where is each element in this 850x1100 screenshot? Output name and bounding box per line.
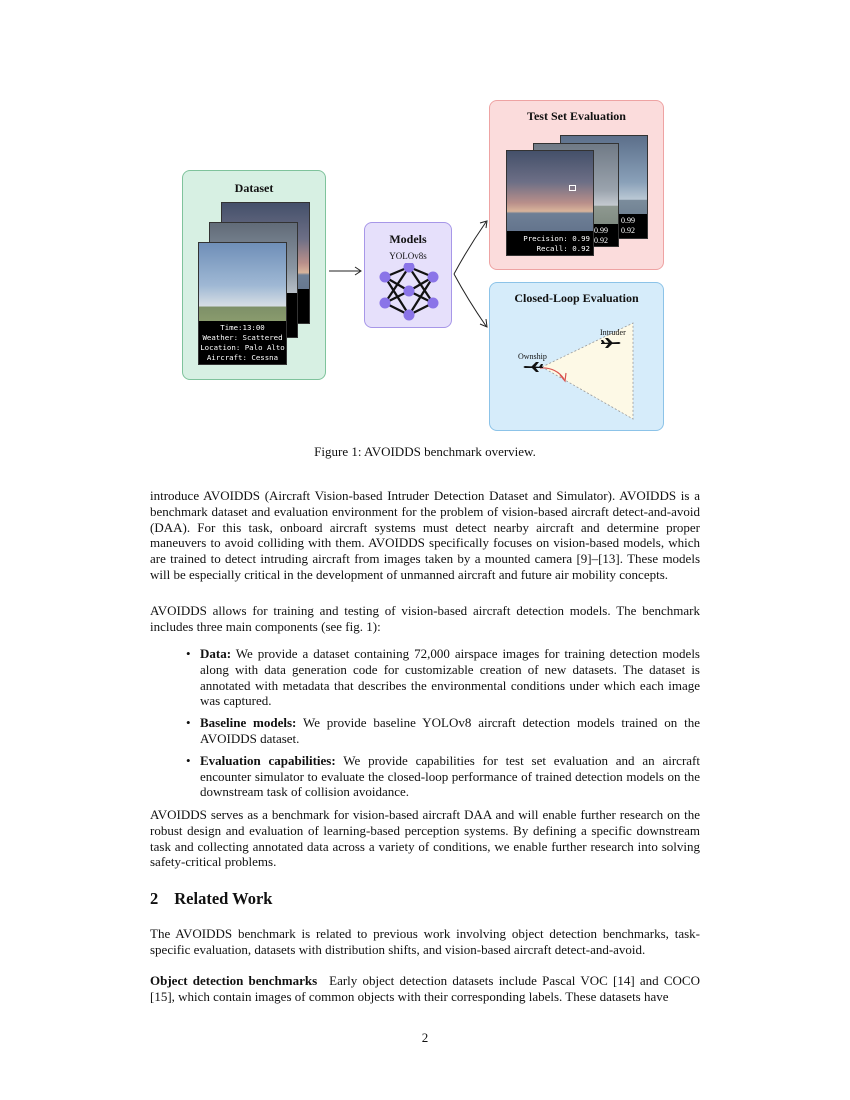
bullet-text: We provide baseline YOLOv8 aircraft detection models trained on the AVOIDDS dataset.: [200, 715, 700, 746]
list-item: [186, 715, 700, 747]
intruder-aircraft-icon: [600, 337, 622, 349]
encounter-diagram: [490, 283, 665, 432]
list-item: [186, 753, 700, 800]
test-evaluation-title: Test Set Evaluation: [527, 109, 626, 123]
bullet-term: Data:: [200, 646, 232, 661]
neural-network-icon: [377, 263, 441, 323]
dataset-image-front-label: Time:13:00 Weather: Scattered Location: Palo Alto Aircraft: Cessna: [199, 321, 286, 365]
conclusion-paragraph: AVOIDDS serves as a benchmark for vision-based aircraft DAA and will enable further research on the robust design and evaluation of learning-based perception systems. By defining a specific downstream task and collecting annotated data across a variety of conditions, we enable further research into solving safety-critical problems.: [150, 807, 700, 870]
components-paragraph: AVOIDDS allows for training and testing of vision-based aircraft detection models. The benchmark includes three main components (see fig. 1):: [150, 603, 700, 634]
list-item: [186, 646, 700, 709]
closed-loop-panel: [489, 282, 664, 431]
bullet-term: Evaluation capabilities:: [200, 752, 336, 768]
test-image-back-label: 0.99 0.92: [619, 214, 648, 239]
page-number: 2: [421, 1030, 429, 1045]
components-list: [186, 646, 700, 806]
bullet-icon: •: [186, 646, 191, 661]
ownship-aircraft-icon: [522, 361, 544, 373]
models-title: Models: [389, 232, 427, 246]
bullet-text: We provide capabilities for test set evaluation and an aircraft encounter simulator to evaluate the closed-loop performance of trained detection models on the downstream task of collision avoidance.: [200, 752, 700, 800]
models-subtitle: YOLOv8s: [389, 251, 427, 261]
dataset-image-front: [198, 242, 287, 365]
models-to-evaluation-arrows: [452, 218, 492, 330]
bullet-icon: •: [186, 752, 191, 768]
bullet-term: Baseline models:: [200, 715, 297, 731]
figure-caption: Figure 1: AVOIDDS benchmark overview.: [314, 444, 536, 459]
bullet-icon: •: [186, 715, 191, 731]
models-panel: [364, 222, 452, 328]
test-image-front: [506, 150, 594, 256]
dataset-to-models-arrow: [326, 264, 364, 278]
intro-paragraph: introduce AVOIDDS (Aircraft Vision-based Intruder Detection Dataset and Simulator). AVOIDDS is a benchmark dataset and evaluation environment for the problem of vision-based aircraft detect-and-avoid (DAA). For this task, onboard aircraft systems must detect nearby aircraft and determine proper maneuvers to avoid colliding with them. AVOIDDS specifically focuses on vision-based models, which are trained to detect intruding aircraft from images taken by a mounted camera [9]–[13]. These models will be especially critical in the development of unmanned aircraft and future air mobility concepts.: [150, 488, 700, 582]
bullet-text: We provide a dataset containing 72,000 airspace images for training detection models along with data generation code for customizable creation of new datasets. The dataset is annotated with metadata that describes the environmental conditions under which each image was captured.: [200, 646, 700, 709]
intruder-label: Intruder: [600, 328, 626, 337]
dataset-title: Dataset: [234, 181, 274, 195]
subsection-text: Early object detection datasets include Pascal VOC [14] and COCO [15], which contain images of common objects with their corresponding labels. These datasets have: [150, 973, 700, 1004]
test-image-mid-label: 0.99 0.92: [592, 224, 619, 247]
section-title: Related Work: [174, 889, 273, 908]
related-work-paragraph: The AVOIDDS benchmark is related to previous work involving object detection benchmarks, task-specific evaluation, datasets with distribution shifts, and vision-based aircraft detect-and-avoid.: [150, 926, 700, 957]
detection-box: [569, 185, 576, 191]
object-detection-paragraph: [150, 973, 700, 1005]
subsection-title: Object detection benchmarks: [150, 973, 318, 988]
section-number: 2: [150, 889, 159, 908]
ownship-label: Ownship: [518, 352, 547, 361]
test-image-front-label: Precision: 0.99 Recall: 0.92: [507, 231, 594, 256]
closed-loop-title: Closed-Loop Evaluation: [514, 291, 639, 305]
section-heading: [150, 889, 273, 909]
